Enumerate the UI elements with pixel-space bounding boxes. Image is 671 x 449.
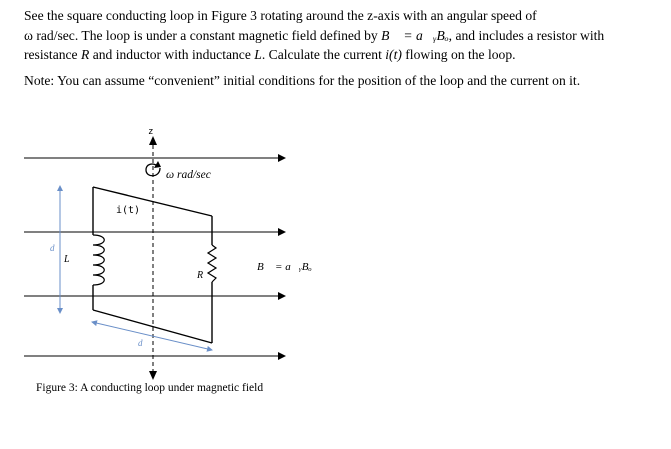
z-axis-arrow-up-icon bbox=[149, 136, 157, 145]
problem-line-2a: ω rad/sec. The loop is under a constant magnetic field defined by bbox=[24, 27, 382, 43]
z-axis-label: z bbox=[148, 127, 154, 137]
current-label: i(t) bbox=[116, 205, 141, 216]
inductance-symbol: L bbox=[254, 47, 262, 62]
current-symbol: i(t) bbox=[385, 47, 402, 62]
resistor-icon bbox=[208, 245, 216, 282]
omega-label: ω rad/sec bbox=[166, 169, 211, 181]
problem-line-3b: and inductor with inductance bbox=[89, 47, 255, 62]
resistor-label: R bbox=[197, 270, 204, 281]
d-left-label: d bbox=[50, 243, 55, 253]
z-axis-arrow-down-icon bbox=[149, 371, 157, 380]
problem-line-3c: . Calculate the current bbox=[261, 47, 386, 62]
d-bottom-label: d bbox=[138, 338, 143, 348]
problem-line-3d: flowing on the loop. bbox=[401, 47, 516, 62]
inductor-label: L bbox=[64, 254, 70, 265]
field-equation: B⃗ = a⃗ᵧBₒ bbox=[381, 27, 449, 43]
problem-line-3a: resistance bbox=[24, 47, 81, 62]
figure-caption: Figure 3: A conducting loop under magnetic field bbox=[36, 382, 264, 394]
resistance-symbol: R bbox=[81, 47, 90, 62]
inductor-coil-icon bbox=[93, 235, 104, 285]
problem-line-1: See the square conducting loop in Figure 3 rotating around the z-axis with an angular speed of bbox=[24, 8, 537, 23]
problem-line-2b: , and includes a resistor with bbox=[448, 27, 605, 43]
note: Note: You can assume “convenient” initial conditions for the position of the loop and the current on it. bbox=[24, 73, 581, 88]
field-label: B⃗ = a⃗ᵧBₒ bbox=[257, 261, 312, 273]
